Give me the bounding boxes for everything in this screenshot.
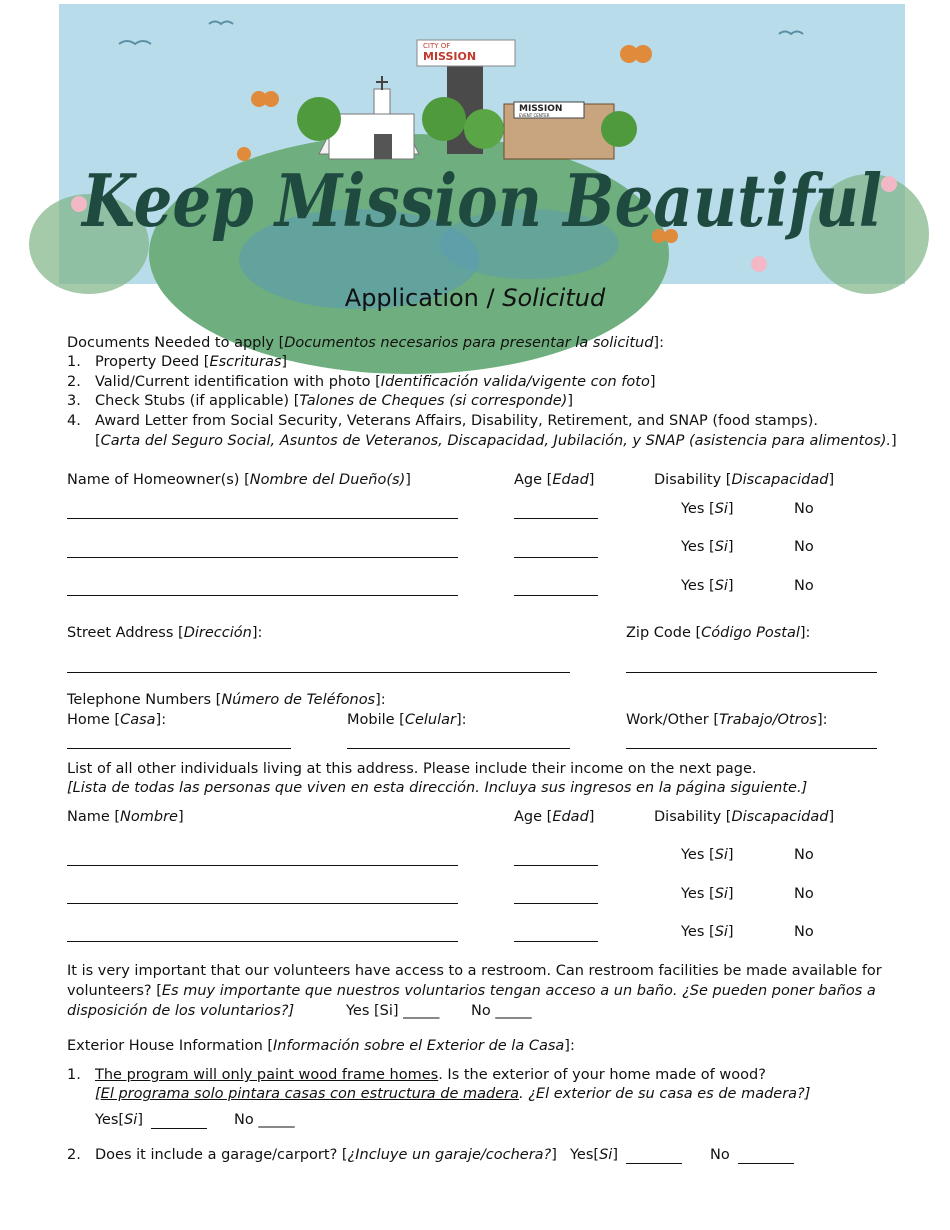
other-name-field[interactable] bbox=[67, 903, 458, 904]
street-address-label: Street Address [Dirección]: bbox=[67, 625, 263, 641]
others-name-label: Name [Nombre] bbox=[67, 809, 184, 825]
logo-text: MISSION bbox=[423, 50, 477, 63]
other-age-field[interactable] bbox=[514, 941, 598, 942]
homeowner-disability-label: Disability [Discapacidad] bbox=[654, 472, 835, 488]
garage-yes-field[interactable] bbox=[626, 1163, 682, 1164]
zip-code-label: Zip Code [Código Postal]: bbox=[626, 625, 811, 641]
others-age-label: Age [Edad] bbox=[514, 809, 595, 825]
work-phone-field[interactable] bbox=[626, 748, 877, 749]
disability-yes-option[interactable]: Yes [Si] bbox=[681, 578, 734, 594]
banner-illustration bbox=[59, 4, 905, 284]
document-item: 2. Valid/Current identification with photo [Identificación valida/vigente con foto] bbox=[67, 374, 656, 390]
other-age-field[interactable] bbox=[514, 903, 598, 904]
restroom-yes-option[interactable]: Yes [Si] _____ bbox=[346, 1003, 440, 1019]
wood-yes-field[interactable] bbox=[151, 1128, 207, 1129]
restroom-no-option[interactable]: No _____ bbox=[471, 1003, 532, 1019]
homeowner-age-field[interactable] bbox=[514, 518, 598, 519]
mobile-phone-field[interactable] bbox=[347, 748, 570, 749]
homeowner-name-label: Name of Homeowner(s) [Nombre del Dueño(s)] bbox=[67, 472, 411, 488]
zip-code-field[interactable] bbox=[626, 672, 877, 673]
homeowner-name-field[interactable] bbox=[67, 557, 458, 558]
building-sign-text: MISSION bbox=[519, 104, 563, 114]
document-item: 4. Award Letter from Social Security, Veterans Affairs, Disability, Retirement, and SNAP (food stamps). bbox=[67, 413, 818, 429]
others-disability-label: Disability [Discapacidad] bbox=[654, 809, 835, 825]
disability-no-option[interactable]: No bbox=[794, 501, 814, 517]
homeowner-age-field[interactable] bbox=[514, 595, 598, 596]
exterior-heading: Exterior House Information [Información sobre el Exterior de la Casa]: bbox=[67, 1038, 575, 1054]
logo-small-text: CITY OF bbox=[423, 42, 451, 50]
exterior-question-1: 1. The program will only paint wood frame homes. Is the exterior of your home made of wood? bbox=[67, 1067, 766, 1083]
disability-yes-option[interactable]: Yes [Si] bbox=[681, 539, 734, 555]
document-item: 3. Check Stubs (if applicable) [Talones de Cheques (si corresponde)] bbox=[67, 393, 574, 409]
disability-yes-option[interactable]: Yes [Si] bbox=[681, 501, 734, 517]
disability-yes-option[interactable]: Yes [Si] bbox=[681, 886, 734, 902]
exterior-question-1-es: [El programa solo pintara casas con estructura de madera. ¿El exterior de su casa es de madera?] bbox=[95, 1086, 811, 1102]
garage-no-label: No bbox=[710, 1147, 730, 1163]
slogan-text: Keep Mission Beautiful bbox=[80, 158, 882, 243]
street-address-field[interactable] bbox=[67, 672, 570, 673]
restroom-question: It is very important that our volunteers have access to a restroom. Can restroom facilities be made available for bbox=[67, 963, 882, 979]
title-en: Application / bbox=[344, 284, 495, 312]
other-name-field[interactable] bbox=[67, 865, 458, 866]
others-intro-es: [Lista de todas las personas que viven en esta dirección. Incluya sus ingresos en la página siguiente.] bbox=[67, 780, 808, 796]
garage-no-field[interactable] bbox=[738, 1163, 794, 1164]
wood-no-option[interactable]: No _____ bbox=[234, 1112, 295, 1128]
documents-heading: Documents Needed to apply [Documentos necesarios para presentar la solicitud]: bbox=[67, 335, 664, 351]
restroom-question-line3: disposición de los voluntarios?] bbox=[67, 1003, 295, 1019]
page-title bbox=[0, 283, 950, 313]
disability-yes-option[interactable]: Yes [Si] bbox=[681, 924, 734, 940]
home-phone-field[interactable] bbox=[67, 748, 291, 749]
other-name-field[interactable] bbox=[67, 941, 458, 942]
exterior-question-2: 2. Does it include a garage/carport? [¿Incluye un garaje/cochera?] bbox=[67, 1147, 557, 1163]
telephone-heading: Telephone Numbers [Número de Teléfonos]: bbox=[67, 692, 386, 708]
disability-no-option[interactable]: No bbox=[794, 578, 814, 594]
disability-yes-option[interactable]: Yes [Si] bbox=[681, 847, 734, 863]
disability-no-option[interactable]: No bbox=[794, 924, 814, 940]
home-phone-label: Home [Casa]: bbox=[67, 712, 167, 728]
disability-no-option[interactable]: No bbox=[794, 847, 814, 863]
building-sign-small-text: EVENT CENTER bbox=[519, 113, 550, 118]
mobile-phone-label: Mobile [Celular]: bbox=[347, 712, 467, 728]
homeowner-age-field[interactable] bbox=[514, 557, 598, 558]
disability-no-option[interactable]: No bbox=[794, 886, 814, 902]
header-banner bbox=[59, 4, 905, 284]
title-es: Solicitud bbox=[502, 284, 606, 312]
document-item-es: [Carta del Seguro Social, Asuntos de Veteranos, Discapacidad, Jubilación, y SNAP (asistencia para alimentos).] bbox=[95, 433, 897, 449]
disability-no-option[interactable]: No bbox=[794, 539, 814, 555]
wood-yes-label: Yes[Si] bbox=[95, 1112, 143, 1128]
document-item: 1. Property Deed [Escrituras] bbox=[67, 354, 288, 370]
work-phone-label: Work/Other [Trabajo/Otros]: bbox=[626, 712, 828, 728]
restroom-question-line2: volunteers? [Es muy importante que nuestros voluntarios tengan acceso a un baño. ¿Se pueden poner baños a bbox=[67, 983, 876, 999]
homeowner-age-label: Age [Edad] bbox=[514, 472, 595, 488]
homeowner-name-field[interactable] bbox=[67, 518, 458, 519]
garage-yes-label: Yes[Si] bbox=[570, 1147, 618, 1163]
others-intro: List of all other individuals living at this address. Please include their income on the next page. bbox=[67, 761, 757, 777]
other-age-field[interactable] bbox=[514, 865, 598, 866]
homeowner-name-field[interactable] bbox=[67, 595, 458, 596]
